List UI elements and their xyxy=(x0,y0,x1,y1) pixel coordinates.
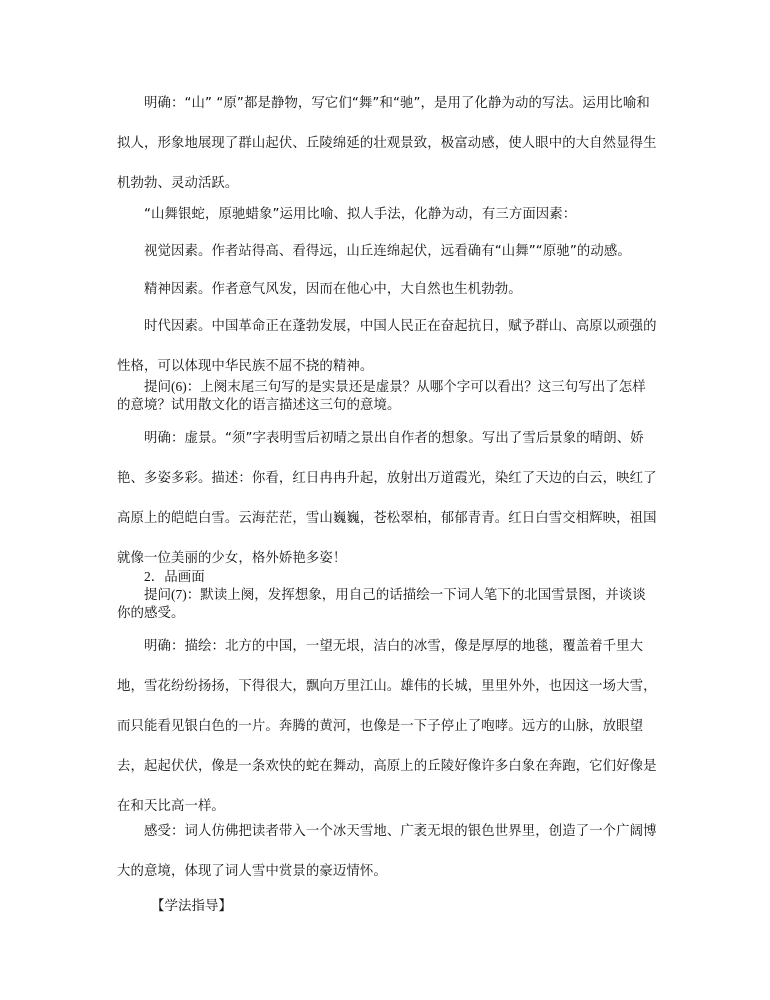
answer-7-text: 描绘：北方的中国，一望无垠，洁白的冰雪，像是厚厚的地毯，覆盖着千里大地，雪花纷纷扬扬，下得很大，飘向万里江山。雄伟的长城，里里外外，也因这一场大雪，而只能看见银白色的一片。奔腾的黄河，也像是一下子停止了咆哮。远方的山脉，放眼望去，起起伏伏，像是一条欢快的蛇在舞动，高原上的丘陵好像许多白象在奔跑，它们好像是在和天比高一样。 xyxy=(117,639,657,814)
answer-1-text: “山” “原”都是静物，写它们“舞”和“驰”，是用了化静为动的写法。运用比喻和拟人，形象地展现了群山起伏、丘陵绵延的壮观景致，极富动感，使人眼中的大自然显得生机勃勃、灵动活跃。 xyxy=(117,96,657,191)
feeling-paragraph: 感受：词人仿佛把读者带入一个冰天雪地、广袤无垠的银色世界里，创造了一个广阔博大的意境，体现了词人雪中赏景的豪迈情怀。 xyxy=(117,824,657,879)
answer-6-label: 明确： xyxy=(144,430,185,445)
question-7-paragraph: 提问(7)：默读上阕，发挥想象，用自己的话描绘一下词人笔下的北国雪景图，并谈谈你的感受。 xyxy=(117,587,646,620)
answer-6-paragraph xyxy=(117,418,657,579)
answer-1-label: 明确： xyxy=(144,95,185,110)
study-guide-heading: 【学法指导】 xyxy=(151,899,232,914)
section-2-title: 2．品画面 xyxy=(144,569,205,584)
factor-era-paragraph: 时代因素。中国革命正在蓬勃发展，中国人民正在奋起抗日，赋予群山、高原以顽强的性格，可以体现中华民族不屈不挠的精神。 xyxy=(117,319,657,374)
factor-spirit-paragraph: 精神因素。作者意气风发，因而在他心中，大自然也生机勃勃。 xyxy=(144,282,522,297)
answer-7-paragraph xyxy=(117,626,657,827)
question-6-paragraph: 提问(6)：上阕末尾三句写的是实景还是虚景？从哪个字可以看出？这三句写出了怎样的意境？试用散文化的语言描述这三句的意境。 xyxy=(117,379,646,412)
answer-7-label: 明确： xyxy=(144,638,185,653)
answer-6-text: 虚景。“须”字表明雪后初晴之景出自作者的想象。写出了雪后景象的晴朗、娇艳、多姿多彩。描述：你看，红日冉冉升起，放射出万道霞光，染红了天边的白云，映红了高原上的皑皑白雪。云海茫茫，雪山巍巍，苍松翠柏，郁郁青青。红日白雪交相辉映，祖国就像一位美丽的少女，格外娇艳多姿！ xyxy=(117,431,657,566)
factors-intro-paragraph: “山舞银蛇，原驰蜡象”运用比喻、拟人手法，化静为动，有三方面因素： xyxy=(144,207,577,222)
answer-1-paragraph xyxy=(117,83,657,204)
factor-visual-paragraph: 视觉因素。作者站得高、看得远，山丘连绵起伏，远看确有“山舞”“原驰”的动感。 xyxy=(144,244,631,259)
